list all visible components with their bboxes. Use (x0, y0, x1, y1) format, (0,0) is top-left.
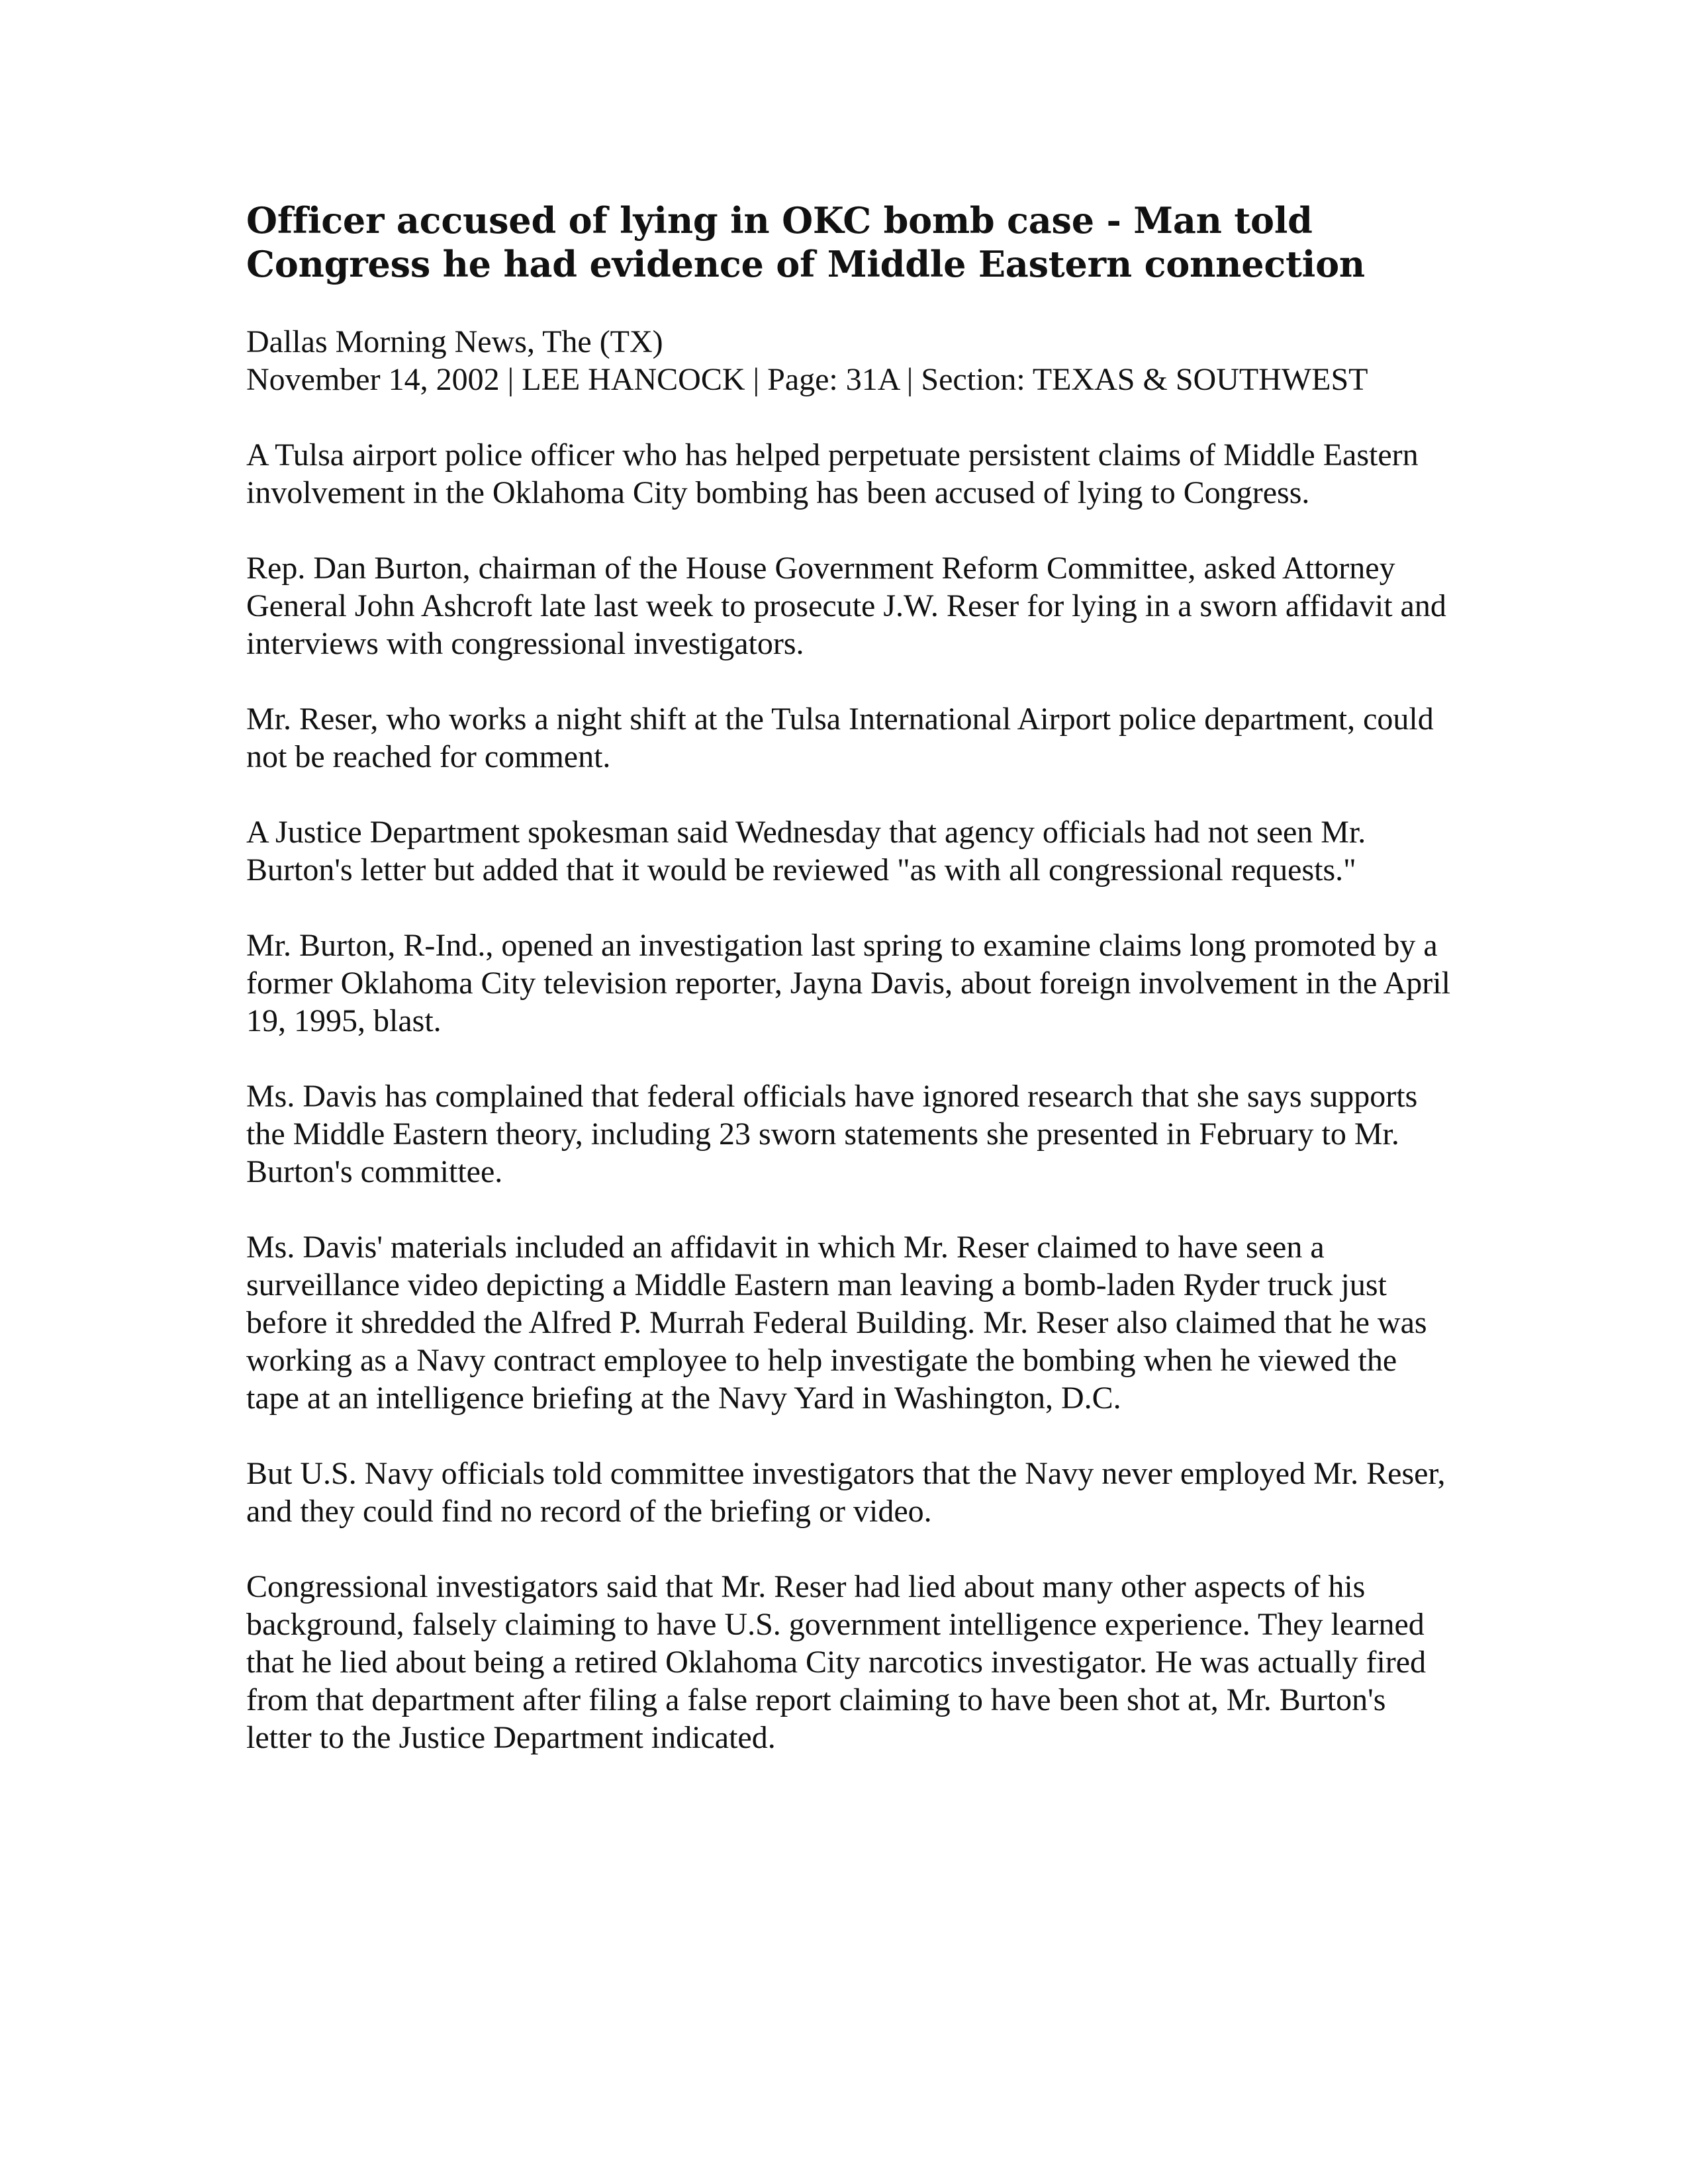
article-paragraph: But U.S. Navy officials told committee investigators that the Navy never employed Mr. Reser, and they could find no record of the briefing or video. (246, 1456, 1446, 1529)
article-body (246, 436, 1451, 1756)
article-paragraph: Ms. Davis' materials included an affidavit in which Mr. Reser claimed to have seen a surveillance video depicting a Middle Eastern man leaving a bomb-laden Ryder truck just before it shredded the Alfred P. Murrah Federal Building. Mr. Reser also claimed that he was working as a Navy contract employee to help investigate the bombing when he viewed the tape at an intelligence briefing at the Navy Yard in Washington, D.C. (246, 1230, 1427, 1416)
article-dateline: November 14, 2002 | LEE HANCOCK | Page: 31A | Section: TEXAS & SOUTHWEST (246, 362, 1368, 397)
article-paragraph: A Justice Department spokesman said Wednesday that agency officials had not seen Mr. Burton's letter but added that it would be reviewed "as with all congressional requests." (246, 815, 1366, 887)
article-paragraph: Ms. Davis has complained that federal officials have ignored research that she says supports the Middle Eastern theory, including 23 sworn statements she presented in February to Mr. Burton's committee. (246, 1079, 1418, 1189)
article-source: Dallas Morning News, The (TX) (246, 324, 663, 359)
article-headline: Officer accused of lying in OKC bomb case - Man told Congress he had evidence of Middle Eastern connection (246, 199, 1365, 285)
article-page (246, 199, 1451, 1756)
article-paragraph: Congressional investigators said that Mr. Reser had lied about many other aspects of his background, falsely claiming to have U.S. government intelligence experience. They learned that he lied about being a retired Oklahoma City narcotics investigator. He was actually fired from that department after filing a false report claiming to have been shot at, Mr. Burton's letter to the Justice Department indicated. (246, 1569, 1427, 1755)
article-paragraph: A Tulsa airport police officer who has helped perpetuate persistent claims of Middle Eastern involvement in the Oklahoma City bombing has been accused of lying to Congress. (246, 437, 1419, 510)
article-meta (246, 323, 1451, 398)
article-paragraph: Mr. Burton, R-Ind., opened an investigation last spring to examine claims long promoted by a former Oklahoma City television reporter, Jayna Davis, about foreign involvement in the April 19, 1995, blast. (246, 928, 1450, 1038)
article-paragraph: Rep. Dan Burton, chairman of the House Government Reform Committee, asked Attorney General John Ashcroft late last week to prosecute J.W. Reser for lying in a sworn affidavit and interviews with congressional investigators. (246, 551, 1446, 661)
article-paragraph: Mr. Reser, who works a night shift at the Tulsa International Airport police department, could not be reached for comment. (246, 702, 1434, 774)
